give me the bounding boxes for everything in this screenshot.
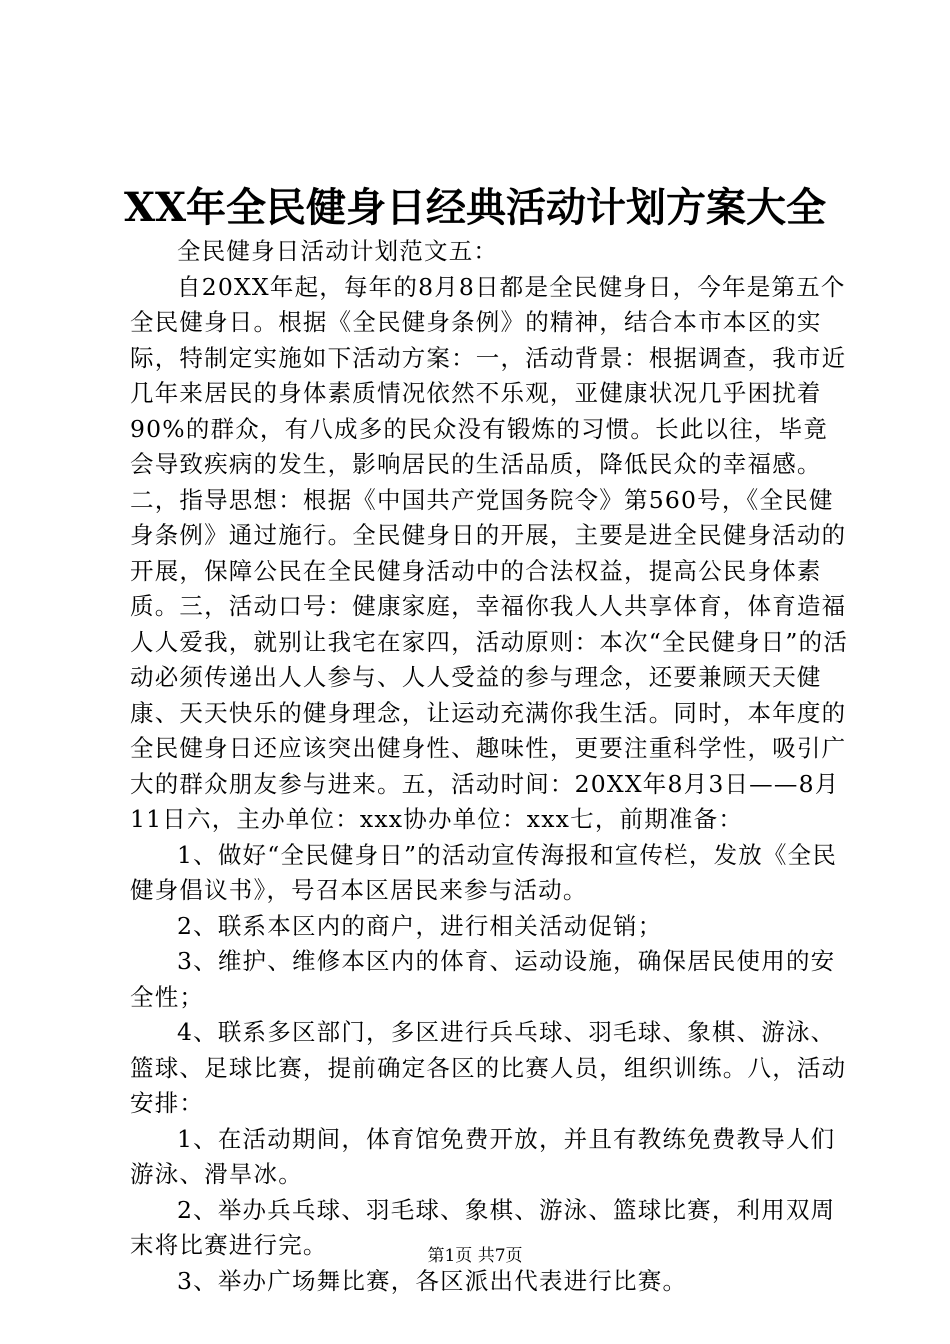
paragraph-arrange-3: 3、举办广场舞比赛，各区派出代表进行比赛。 xyxy=(177,1266,688,1295)
paragraph-prep-3: 3、维护、维修本区内的体育、运动设施，确保居民使用的安全性； xyxy=(130,947,836,1011)
paragraph-arrange-1: 1、在活动期间，体育馆免费开放，并且有教练免费教导人们游泳、滑旱冰。 xyxy=(130,1124,836,1188)
page-footer: 第1页 共7页 xyxy=(427,1246,523,1266)
paragraph-arrange-2: 2、举办兵乓球、羽毛球、象棋、游泳、篮球比赛，利用双周末将比赛进行完。 xyxy=(130,1195,836,1259)
document-title: XX年全民健身日经典活动计划方案大全 xyxy=(123,184,827,231)
paragraph-prep-1: 1、做好“全民健身日”的活动宣传海报和宣传栏，发放《全民健身倡议书》，号召本区居民来参与活动。 xyxy=(130,840,838,904)
paragraph-prep-4: 4、联系多区部门，多区进行兵乓球、羽毛球、象棋、游泳、篮球、足球比赛，提前确定各区的比赛人员，组织训练。八，活动安排： xyxy=(130,1018,847,1117)
paragraph-main: 自20XX年起，每年的8月8日都是全民健身日，今年是第五个全民健身日。根据《全民健身条例》的精神，结合本市本区的实际，特制定实施如下活动方案：一，活动背景：根据调查，我市近几年来居民的身体素质情况依然不乐观，亚健康状况几乎困扰着90%的群众，有八成多的民众没有锻炼的习惯。长此以往，毕竟会导致疾病的发生，影响居民的生活品质，降低民众的幸福感。二，指导思想：根据《中国共产党国务院令》第560号，《全民健身条例》通过施行。全民健身日的开展，主要是进全民健身活动的开展，保障公民在全民健身活动中的合法权益，提高公民身体素质。三，活动口号：健康家庭，幸福你我人人共享体育，体育造福人人爱我，就别让我宅在家四，活动原则：本次“全民健身日”的活动必须传递出人人参与、人人受益的参与理念，还要兼顾天天健康、天天快乐的健身理念，让运动充满你我生活。同时，本年度的全民健身日还应该突出健身性、趣味性，更要注重科学性，吸引广大的群众朋友参与进来。五，活动时间：20XX年8月3日——8月11日六，主办单位：xxx协办单位：xxx七，前期准备： xyxy=(130,272,849,833)
paragraph-prep-2: 2、联系本区内的商户，进行相关活动促销； xyxy=(177,911,663,940)
document-body xyxy=(130,234,850,1299)
paragraph-intro: 全民健身日活动计划范文五： xyxy=(177,237,499,265)
